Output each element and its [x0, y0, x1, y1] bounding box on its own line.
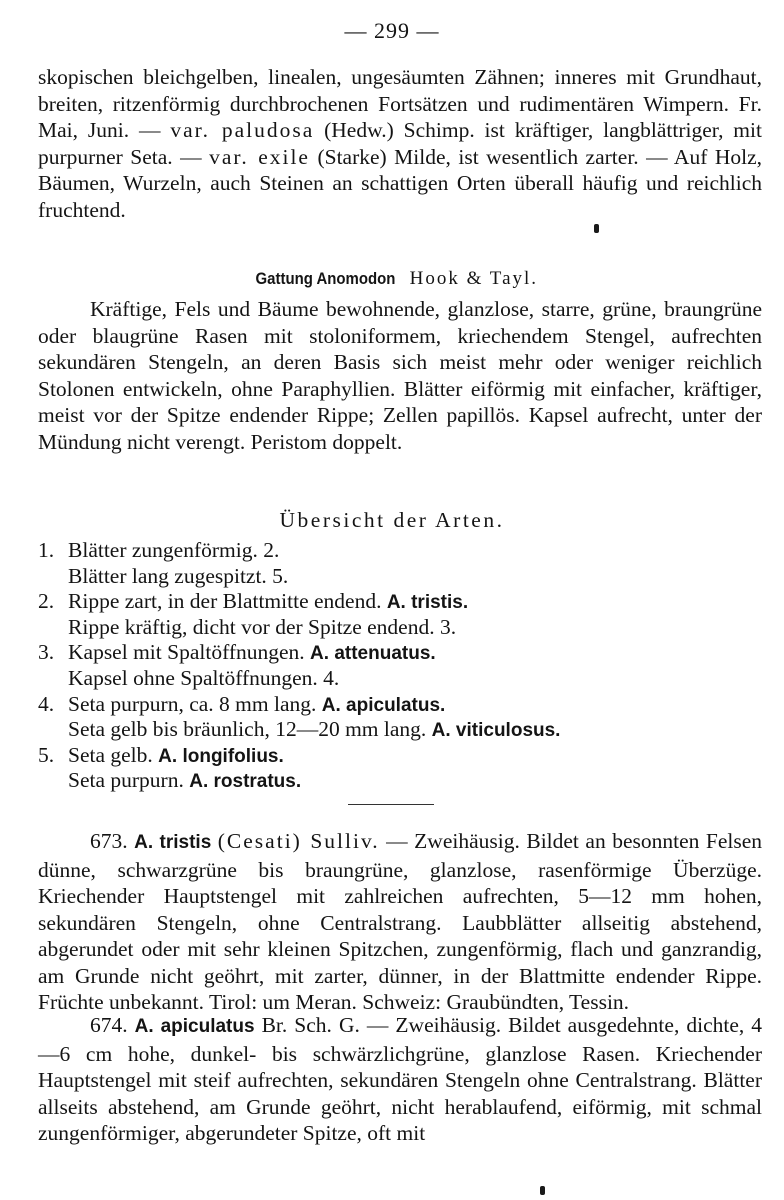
key-line — [38, 589, 762, 615]
key-line — [38, 768, 762, 794]
genus-label: Gattung Anomodon — [255, 269, 396, 288]
key-text: Rippe kräftig, dicht vor der Spitze endend. 3. — [68, 614, 457, 639]
species-entry-674 — [38, 1012, 762, 1147]
key-text: Blätter lang zugespitzt. 5. — [68, 563, 289, 588]
key-text: Kapsel ohne Spaltöffnungen. 4. — [68, 665, 340, 690]
key-line — [38, 717, 762, 743]
key-number: 3. — [38, 640, 55, 665]
entry-number: 673. — [90, 829, 128, 853]
key-line — [38, 564, 762, 590]
key-line — [38, 666, 762, 692]
key-species: A. attenuatus. — [310, 643, 436, 665]
key-line — [38, 692, 762, 718]
key-number: 1. — [38, 538, 55, 562]
key-line — [38, 743, 762, 769]
key-text: Blätter zungenförmig. 2. — [68, 538, 280, 562]
key-line — [38, 538, 762, 564]
key-species: A. viticulosus. — [431, 720, 561, 742]
entry-text: — Zweihäusig. Bildet an besonnten Felsen dünne, schwarzgrüne bis braungrüne, glanzlose, rasenförmige Überzüge. Kriechender Hauptstengel mit zahlreichen aufrechten, 5—12 mm hohen, sekundären Stengeln, ohne Centralstrang. Laubblätter allseitig abstehend, abgerundet oder mit sehr kleinen Spitzchen, zungenförmig, flach und ganzrandig, am Grunde nicht geöhrt, mit zarter, dünner, in der Blattmitte endender Rippe. Früchte unbekannt. Tirol: um Meran. Schweiz: Graubündten, Tessin. — [38, 829, 762, 1014]
intro-text-3: (Starke) Milde, ist wesentlich zarter. — Auf Holz, Bäumen, Wurzeln, auch Steinen an schattigen Orten überall häufig und reichlich fruchtend. — [38, 144, 762, 222]
key-number: 4. — [38, 691, 55, 716]
ink-speck — [540, 1186, 545, 1195]
key-species: A. apiculatus. — [321, 694, 446, 716]
entry-number: 674. — [90, 1013, 128, 1037]
overview-title: Übersicht der Arten. — [279, 508, 505, 532]
species-entry-673 — [38, 828, 762, 1016]
section-divider — [348, 804, 434, 805]
key-text: Seta purpurn, ca. 8 mm lang. — [68, 691, 322, 716]
genus-heading — [0, 268, 784, 290]
key-number: 5. — [38, 742, 55, 767]
key-number: 2. — [38, 589, 55, 614]
key-text: Seta gelb. — [68, 742, 159, 767]
entry-species: A. tristis — [134, 832, 212, 853]
key-species: A. longifolius. — [158, 745, 284, 767]
genus-authority: Hook & Tayl. — [409, 268, 539, 289]
key-text: Seta gelb bis bräunlich, 12—20 mm lang. — [68, 717, 432, 742]
intro-paragraph — [38, 64, 762, 223]
entry-species: A. apiculatus — [134, 1016, 255, 1037]
key-species: A. tristis. — [386, 592, 469, 614]
key-text: Seta purpurn. — [68, 768, 190, 793]
ink-speck — [594, 224, 599, 233]
entry-authority: Br. Sch. G. — [261, 1013, 360, 1037]
entry-authority: (Cesati) Sulliv. — [217, 829, 380, 853]
species-key — [38, 538, 762, 794]
key-text: Rippe zart, in der Blattmitte endend. — [68, 589, 387, 614]
entry-text: — Zweihäusig. Bildet ausgedehnte, dichte, 4—6 cm hohe, dunkel- bis schwärzlichgrüne, glanzlose Rasen. Kriechender Hauptstengel mit steif aufrechten, sekundären Stengeln ohne Centralstrang. Blätter allseits abstehend, am Grunde geöhrt, nicht herablaufend, eiförmig, mit schmal zungenförmiger, abgerundeter Spitze, oft mit — [38, 1013, 763, 1145]
genus-description: Kräftige, Fels und Bäume bewohnende, glanzlose, starre, grüne, braungrüne oder blaugrüne Rasen mit stoloniformem, kriechendem Stengel, aufrechten sekundären Stengeln, an deren Basis sich meist mehr oder weniger reichlich Stolonen entwickeln, ohne Paraphyllien. Blätter eiförmig mit einfacher, kräftiger, meist vor der Spitze endender Rippe; Zellen papillös. Kapsel aufrecht, unter der Mündung nicht verengt. Peristom doppelt. — [38, 297, 762, 454]
key-line — [38, 615, 762, 641]
key-line — [38, 640, 762, 666]
key-species: A. rostratus. — [189, 771, 302, 793]
intro-text-1: skopischen bleichgelben, linealen, ungesäumten Zähnen; inneres mit Grundhaut, breiten, ritzenförmig durchbrochenen Fortsätzen und rudimentären Wimpern. Fr. Mai, Juni. — — [38, 65, 762, 142]
intro-text-2: (Hedw.) Schimp. ist kräftiger, langblättriger, mit purpurner Seta. — — [38, 118, 762, 169]
page-number: — 299 — — [344, 18, 440, 43]
variety-paludosa: var. paludosa — [170, 118, 315, 142]
variety-exile: var. exile — [209, 144, 310, 169]
key-text: Kapsel mit Spaltöffnungen. — [68, 640, 311, 665]
